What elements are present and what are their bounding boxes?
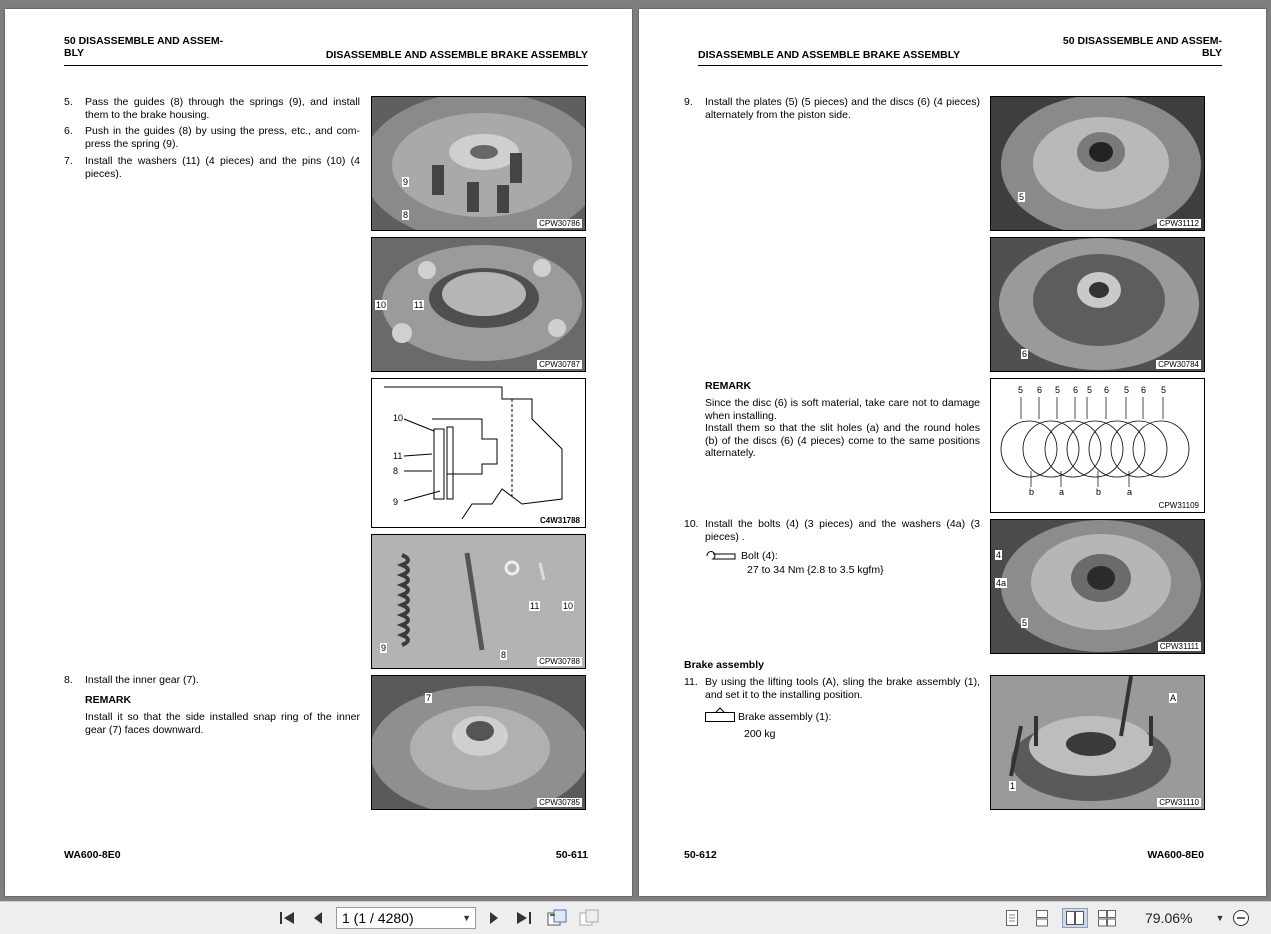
header-section: 50 DISASSEMBLE AND ASSEM- BLY (1062, 35, 1222, 59)
viewer-toolbar (0, 901, 1271, 934)
single-page-view-icon[interactable] (1001, 908, 1023, 928)
header-title: DISASSEMBLE AND ASSEMBLE BRAKE ASSEMBLY (325, 49, 588, 61)
header-title: DISASSEMBLE AND ASSEMBLE BRAKE ASSEMBLY (698, 49, 961, 61)
chevron-down-icon: ▼ (462, 913, 471, 923)
footer-model: WA600-8E0 (1147, 849, 1204, 861)
page-50-611 (5, 9, 632, 896)
step-8: 8. Install the inner gear (7). (64, 674, 199, 686)
zoom-out-icon[interactable] (1230, 908, 1252, 928)
remark-heading: REMARK (85, 694, 132, 706)
step-11: 11. By using the lifting tools (A), sling the brake assembly (1), and set it to the installing position. (684, 676, 980, 701)
last-page-icon[interactable] (513, 908, 535, 928)
footer-model: WA600-8E0 (64, 849, 121, 861)
torque-value: 27 to 34 Nm {2.8 to 3.5 kgfm} (747, 564, 884, 576)
page-header (698, 35, 1222, 66)
page-50-612 (639, 9, 1266, 896)
weight-label: Brake assembly (1): (738, 711, 832, 723)
header-section: 50 DISASSEMBLE AND ASSEM- BLY (64, 35, 224, 59)
page-header (64, 35, 588, 66)
continuous-facing-view-icon[interactable] (1096, 908, 1118, 928)
footer-page-number: 50-612 (684, 849, 717, 861)
first-page-icon[interactable] (276, 908, 298, 928)
zoom-dropdown-chevron-icon[interactable]: ▼ (1215, 913, 1225, 923)
step-5: 5. Pass the guides (8) through the springs (9), and install them to the brake housing. (64, 96, 360, 121)
weight-value: 200 kg (744, 728, 776, 740)
torque-label: Bolt (4): (741, 550, 778, 562)
photo-disc-install: 6 CPW30784 (990, 237, 1205, 372)
prev-page-icon[interactable] (307, 908, 329, 928)
facing-view-icon[interactable] (1062, 908, 1088, 928)
photo-spring-guide-parts: 9 8 11 10 CPW30788 (371, 534, 586, 669)
photo-lifting-brake-assembly: A 1 CPW31110 (990, 675, 1205, 810)
weight-icon (705, 707, 735, 722)
next-page-icon[interactable] (483, 908, 505, 928)
step-10: 10. Install the bolts (4) (3 pieces) and the washers (4a) (3 pieces) . (684, 518, 980, 543)
photo-springs-guides: 9 8 CPW30786 (371, 96, 586, 231)
step-7: 7. Install the washers (11) (4 pieces) and the pins (10) (4 pieces). (64, 155, 360, 180)
photo-inner-gear: 7 CPW30785 (371, 675, 586, 810)
step-6: 6. Push in the guides (8) by using the press, etc., and com-press the spring (9). (64, 125, 360, 150)
section-title: Brake assembly (684, 659, 764, 671)
remark-text: Since the disc (6) is soft material, take care not to damage when installing. Install them so that the slit holes (a) and the round holes (b) of the discs (6) (4 pieces) come to the same positions alternately. (705, 397, 980, 459)
continuous-view-icon[interactable] (1031, 908, 1053, 928)
drawing-cross-section: 10 11 8 9 C4W31788 (371, 378, 586, 528)
photo-bolts-washers: 4 4a 5 CPW31111 (990, 519, 1205, 654)
wrench-torque-icon (705, 549, 738, 561)
drawing-disc-order: 5 6 5 6 5 6 5 6 5 b a b a CPW31109 (990, 378, 1205, 513)
page-number-select[interactable]: 1 (1 / 4280) ▼ (336, 907, 476, 929)
photo-plate-install: 5 CPW31112 (990, 96, 1205, 231)
go-forward-view-icon[interactable] (578, 908, 600, 928)
remark-heading: REMARK (705, 380, 752, 392)
footer-page-number: 50-611 (555, 849, 588, 861)
photo-washers-pins: 10 11 CPW30787 (371, 237, 586, 372)
remark-text: Install it so that the side installed snap ring of the inner gear (7) faces downward. (85, 711, 360, 736)
step-9: 9. Install the plates (5) (5 pieces) and the discs (6) (4 pieces) alternately from the piston side. (684, 96, 980, 121)
go-back-view-icon[interactable] (546, 908, 568, 928)
zoom-level[interactable]: 79.06% (1145, 910, 1193, 926)
